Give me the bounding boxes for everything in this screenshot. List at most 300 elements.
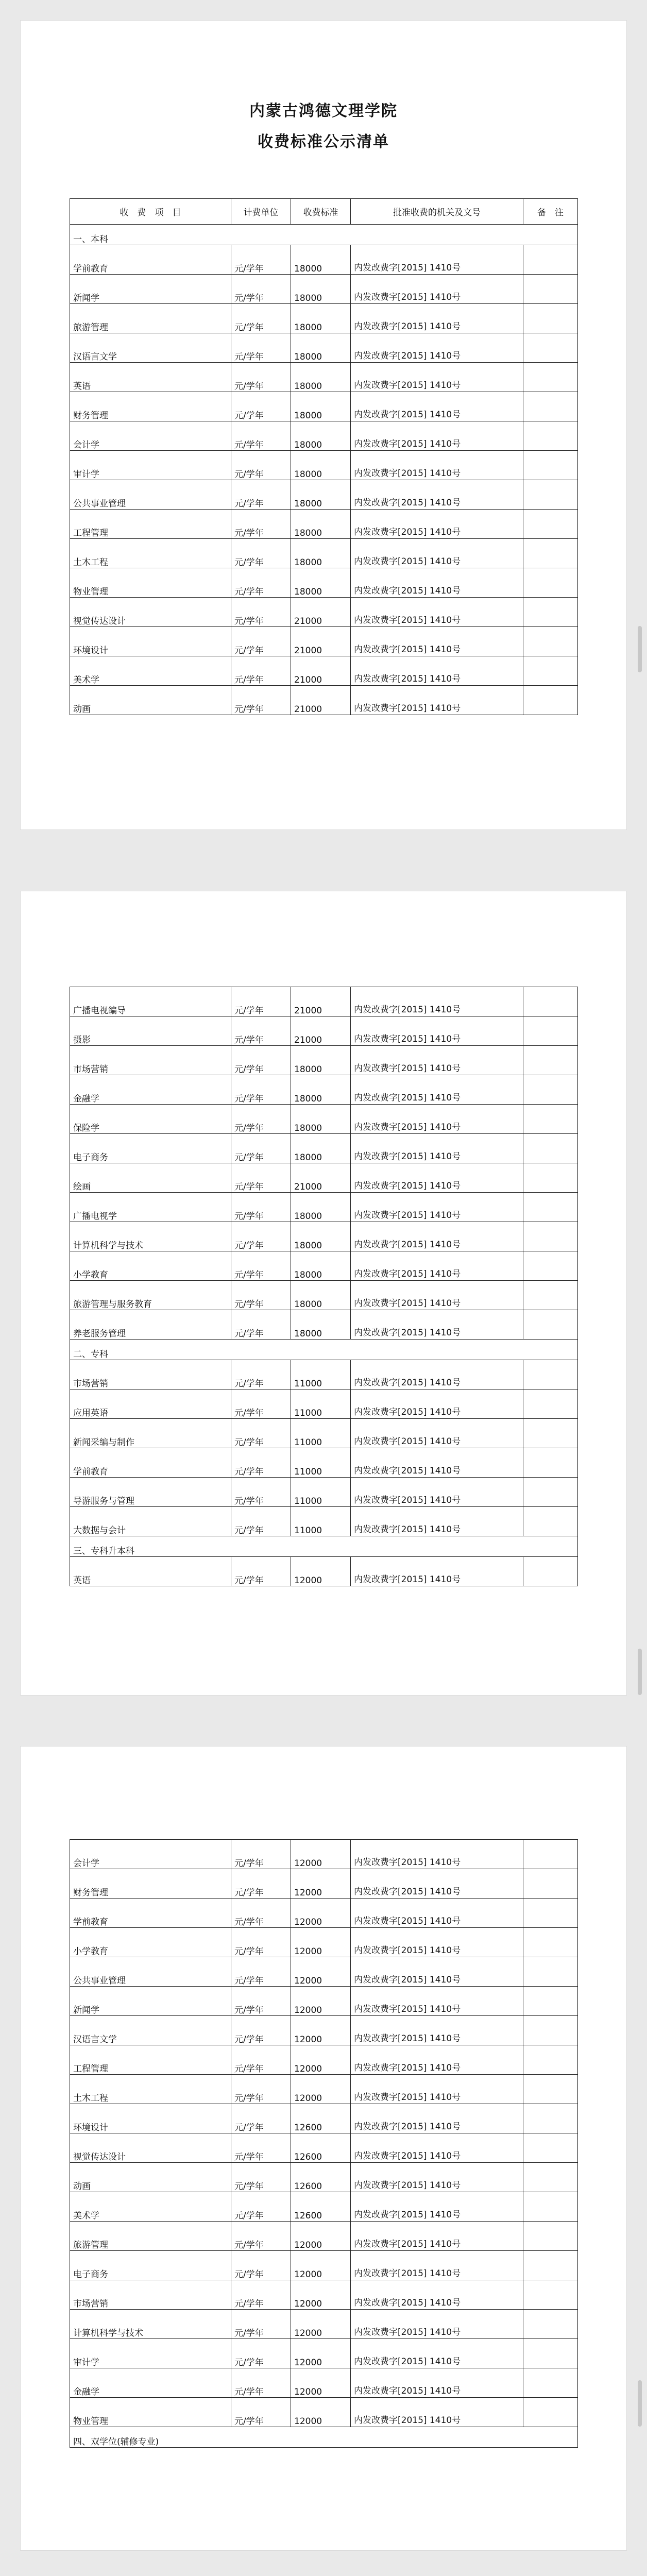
approval-doc-cell: 内发改费字[2015] 1410号: [351, 2251, 523, 2280]
unit-cell: 元/学年: [231, 2075, 291, 2104]
unit-cell: 元/学年: [231, 2104, 291, 2133]
item-name-cell: 审计学: [70, 2339, 231, 2368]
table-row: [70, 1105, 578, 1134]
item-name-cell: 保险学: [70, 1105, 231, 1134]
approval-doc-cell: 内发改费字[2015] 1410号: [351, 1105, 523, 1134]
item-name-cell: 导游服务与管理: [70, 1478, 231, 1507]
item-name-cell: 新闻采编与制作: [70, 1419, 231, 1448]
remark-cell: [523, 480, 578, 510]
remark-cell: [523, 392, 578, 421]
fee-cell: 12000: [291, 1869, 351, 1899]
table-row: [70, 275, 578, 304]
remark-cell: [523, 1419, 578, 1448]
remark-cell: [523, 510, 578, 539]
item-name-cell: 新闻学: [70, 275, 231, 304]
remark-cell: [523, 1957, 578, 1987]
unit-column-header: 计费单位: [231, 199, 291, 225]
remark-cell: [523, 568, 578, 598]
table-row: [70, 2075, 578, 2104]
item-name-cell: 物业管理: [70, 2398, 231, 2427]
approval-doc-cell: 内发改费字[2015] 1410号: [351, 1360, 523, 1389]
remark-cell: [523, 1134, 578, 1163]
approval-doc-cell: 内发改费字[2015] 1410号: [351, 304, 523, 333]
unit-cell: 元/学年: [231, 1075, 291, 1105]
remark-cell: [523, 1928, 578, 1957]
table-row: [70, 1478, 578, 1507]
unit-cell: 元/学年: [231, 1928, 291, 1957]
unit-cell: 元/学年: [231, 1507, 291, 1536]
fee-cell: 18000: [291, 1134, 351, 1163]
remark-cell: [523, 598, 578, 627]
item-name-cell: 工程管理: [70, 2045, 231, 2075]
remark-cell: [523, 1899, 578, 1928]
approval-doc-cell: 内发改费字[2015] 1410号: [351, 1075, 523, 1105]
item-name-cell: 学前教育: [70, 1899, 231, 1928]
approval-doc-cell: 内发改费字[2015] 1410号: [351, 1134, 523, 1163]
fee-cell: 18000: [291, 480, 351, 510]
fee-cell: 21000: [291, 598, 351, 627]
table-row: [70, 598, 578, 627]
fee-cell: 12000: [291, 1987, 351, 2016]
unit-cell: 元/学年: [231, 1046, 291, 1075]
fee-cell: 11000: [291, 1507, 351, 1536]
remark-cell: [523, 2133, 578, 2163]
unit-cell: 元/学年: [231, 2222, 291, 2251]
table-row: [70, 1134, 578, 1163]
fee-cell: 18000: [291, 1281, 351, 1310]
table-row: [70, 304, 578, 333]
fee-cell: 18000: [291, 392, 351, 421]
fee-cell: 21000: [291, 656, 351, 686]
table-row: [70, 2192, 578, 2222]
approval-doc-cell: 内发改费字[2015] 1410号: [351, 598, 523, 627]
remark-cell: [523, 451, 578, 480]
item-name-cell: 市场营销: [70, 1046, 231, 1075]
fee-cell: 11000: [291, 1478, 351, 1507]
fee-cell: 18000: [291, 304, 351, 333]
approval-doc-cell: 内发改费字[2015] 1410号: [351, 627, 523, 656]
approval-doc-cell: 内发改费字[2015] 1410号: [351, 1987, 523, 2016]
approval-doc-cell: 内发改费字[2015] 1410号: [351, 480, 523, 510]
fee-cell: 18000: [291, 1193, 351, 1222]
item-name-cell: 旅游管理与服务教育: [70, 1281, 231, 1310]
fee-table-page-2: [70, 987, 578, 1586]
document-page-2: [21, 891, 626, 1695]
item-name-cell: 计算机科学与技术: [70, 1222, 231, 1251]
fee-cell: 18000: [291, 1046, 351, 1075]
approval-doc-cell: 内发改费字[2015] 1410号: [351, 656, 523, 686]
item-name-cell: 学前教育: [70, 245, 231, 275]
item-name-cell: 金融学: [70, 2368, 231, 2398]
fee-cell: 18000: [291, 1105, 351, 1134]
remark-cell: [523, 1389, 578, 1419]
unit-cell: 元/学年: [231, 392, 291, 421]
item-name-cell: 物业管理: [70, 568, 231, 598]
fee-table-page-1: [70, 198, 578, 715]
approval-doc-cell: 内发改费字[2015] 1410号: [351, 1163, 523, 1193]
remark-cell: [523, 421, 578, 451]
approval-doc-cell: 内发改费字[2015] 1410号: [351, 987, 523, 1016]
remark-cell: [523, 363, 578, 392]
approval-doc-cell: 内发改费字[2015] 1410号: [351, 2104, 523, 2133]
approval-doc-cell: 内发改费字[2015] 1410号: [351, 2075, 523, 2104]
section-row: [70, 1340, 578, 1360]
section-row: [70, 1536, 578, 1557]
table-row: [70, 1016, 578, 1046]
item-name-cell: 电子商务: [70, 2251, 231, 2280]
table-row: [70, 2310, 578, 2339]
item-name-cell: 美术学: [70, 2192, 231, 2222]
fee-cell: 12000: [291, 2016, 351, 2045]
item-name-cell: 英语: [70, 1557, 231, 1586]
approval-doc-cell: 内发改费字[2015] 1410号: [351, 2339, 523, 2368]
table-row: [70, 2016, 578, 2045]
approval-doc-cell: 内发改费字[2015] 1410号: [351, 2280, 523, 2310]
approval-doc-cell: 内发改费字[2015] 1410号: [351, 392, 523, 421]
approval-doc-cell: 内发改费字[2015] 1410号: [351, 1507, 523, 1536]
remark-cell: [523, 2280, 578, 2310]
fee-cell: 12000: [291, 1557, 351, 1586]
item-name-cell: 新闻学: [70, 1987, 231, 2016]
item-name-cell: 绘画: [70, 1163, 231, 1193]
approval-doc-cell: 内发改费字[2015] 1410号: [351, 245, 523, 275]
unit-cell: 元/学年: [231, 1557, 291, 1586]
table-row: [70, 1899, 578, 1928]
remark-cell: [523, 1310, 578, 1340]
item-name-cell: 大数据与会计: [70, 1507, 231, 1536]
approval-doc-cell: 内发改费字[2015] 1410号: [351, 2133, 523, 2163]
remark-cell: [523, 2045, 578, 2075]
approval-doc-cell: 内发改费字[2015] 1410号: [351, 1957, 523, 1987]
table-row: [70, 568, 578, 598]
item-name-cell: 养老服务管理: [70, 1310, 231, 1340]
scrollbar-thumb[interactable]: [638, 2380, 642, 2427]
fee-cell: 11000: [291, 1389, 351, 1419]
unit-cell: 元/学年: [231, 1360, 291, 1389]
table-row: [70, 1507, 578, 1536]
table-row: [70, 539, 578, 568]
table-row: [70, 2368, 578, 2398]
table-row: [70, 363, 578, 392]
remark-cell: [523, 1507, 578, 1536]
remark-cell: [523, 1869, 578, 1899]
unit-cell: 元/学年: [231, 2016, 291, 2045]
section-label: 四、双学位(辅修专业): [70, 2427, 578, 2448]
fee-cell: 12000: [291, 2339, 351, 2368]
remark-cell: [523, 2163, 578, 2192]
approval-doc-cell: 内发改费字[2015] 1410号: [351, 1419, 523, 1448]
unit-cell: 元/学年: [231, 2339, 291, 2368]
approval-doc-cell: 内发改费字[2015] 1410号: [351, 1222, 523, 1251]
item-name-cell: 小学教育: [70, 1928, 231, 1957]
unit-cell: 元/学年: [231, 1016, 291, 1046]
table-row: [70, 1448, 578, 1478]
unit-cell: 元/学年: [231, 539, 291, 568]
unit-cell: 元/学年: [231, 1899, 291, 1928]
fee-cell: 12000: [291, 2222, 351, 2251]
remark-cell: [523, 1222, 578, 1251]
unit-cell: 元/学年: [231, 421, 291, 451]
approval-doc-cell: 内发改费字[2015] 1410号: [351, 2368, 523, 2398]
table-row: [70, 2251, 578, 2280]
approval-doc-cell: 内发改费字[2015] 1410号: [351, 2222, 523, 2251]
table-row: [70, 2104, 578, 2133]
unit-cell: 元/学年: [231, 1869, 291, 1899]
remark-cell: [523, 2251, 578, 2280]
approval-doc-cell: 内发改费字[2015] 1410号: [351, 333, 523, 363]
unit-cell: 元/学年: [231, 2280, 291, 2310]
remark-cell: [523, 275, 578, 304]
item-name-cell: 环境设计: [70, 627, 231, 656]
approval-doc-cell: 内发改费字[2015] 1410号: [351, 1840, 523, 1869]
unit-cell: 元/学年: [231, 1310, 291, 1340]
item-name-cell: 应用英语: [70, 1389, 231, 1419]
approval-doc-cell: 内发改费字[2015] 1410号: [351, 451, 523, 480]
unit-cell: 元/学年: [231, 363, 291, 392]
approval-doc-cell: 内发改费字[2015] 1410号: [351, 275, 523, 304]
fee-cell: 18000: [291, 510, 351, 539]
fee-cell: 18000: [291, 333, 351, 363]
section-label: 三、专科升本科: [70, 1536, 578, 1557]
approval-doc-cell: 内发改费字[2015] 1410号: [351, 568, 523, 598]
remark-cell: [523, 333, 578, 363]
section-row: [70, 225, 578, 245]
unit-cell: 元/学年: [231, 2251, 291, 2280]
remark-cell: [523, 1163, 578, 1193]
item-name-cell: 会计学: [70, 421, 231, 451]
table-row: [70, 510, 578, 539]
item-name-cell: 英语: [70, 363, 231, 392]
item-name-cell: 广播电视学: [70, 1193, 231, 1222]
item-name-cell: 财务管理: [70, 392, 231, 421]
fee-cell: 12600: [291, 2163, 351, 2192]
item-name-cell: 市场营销: [70, 2280, 231, 2310]
section-label: 一、本科: [70, 225, 578, 245]
unit-cell: 元/学年: [231, 1478, 291, 1507]
fee-cell: 12000: [291, 1840, 351, 1869]
unit-cell: 元/学年: [231, 2310, 291, 2339]
remark-cell: [523, 2398, 578, 2427]
fee-cell: 12600: [291, 2104, 351, 2133]
approval-doc-cell: 内发改费字[2015] 1410号: [351, 2163, 523, 2192]
remark-cell: [523, 656, 578, 686]
section-label: 二、专科: [70, 1340, 578, 1360]
remark-cell: [523, 2016, 578, 2045]
fee-cell: 21000: [291, 686, 351, 715]
item-name-cell: 学前教育: [70, 1448, 231, 1478]
remark-cell: [523, 2222, 578, 2251]
unit-cell: 元/学年: [231, 510, 291, 539]
table-row: [70, 1987, 578, 2016]
fee-cell: 12600: [291, 2192, 351, 2222]
fee-cell: 12000: [291, 2368, 351, 2398]
table-row: [70, 627, 578, 656]
item-name-cell: 会计学: [70, 1840, 231, 1869]
approval-doc-cell: 内发改费字[2015] 1410号: [351, 1016, 523, 1046]
fee-cell: 18000: [291, 245, 351, 275]
remark-cell: [523, 2075, 578, 2104]
remark-cell: [523, 987, 578, 1016]
remark-cell: [523, 1075, 578, 1105]
unit-cell: 元/学年: [231, 2368, 291, 2398]
table-row: [70, 1075, 578, 1105]
fee-cell: 12000: [291, 2310, 351, 2339]
table-row: [70, 1419, 578, 1448]
document-title: 内蒙古鸿德文理学院: [249, 102, 398, 120]
remark-cell: [523, 2339, 578, 2368]
table-row: [70, 2133, 578, 2163]
unit-cell: 元/学年: [231, 1389, 291, 1419]
table-row: [70, 2163, 578, 2192]
table-row: [70, 2222, 578, 2251]
table-row: [70, 1222, 578, 1251]
approval-doc-cell: 内发改费字[2015] 1410号: [351, 2045, 523, 2075]
document-page-1: [21, 21, 626, 829]
unit-cell: 元/学年: [231, 1448, 291, 1478]
item-name-cell: 美术学: [70, 656, 231, 686]
table-row: [70, 1310, 578, 1340]
unit-cell: 元/学年: [231, 1163, 291, 1193]
unit-cell: 元/学年: [231, 2133, 291, 2163]
item-name-cell: 审计学: [70, 451, 231, 480]
item-name-cell: 视觉传达设计: [70, 2133, 231, 2163]
unit-cell: 元/学年: [231, 1840, 291, 1869]
unit-cell: 元/学年: [231, 245, 291, 275]
remark-cell: [523, 1987, 578, 2016]
unit-cell: 元/学年: [231, 2192, 291, 2222]
table-row: [70, 1281, 578, 1310]
fee-cell: 12000: [291, 1957, 351, 1987]
approval-doc-cell: 内发改费字[2015] 1410号: [351, 1869, 523, 1899]
approval-doc-cell: 内发改费字[2015] 1410号: [351, 1251, 523, 1281]
remark-cell: [523, 1105, 578, 1134]
table-row: [70, 245, 578, 275]
approval-column-header: 批准收费的机关及文号: [351, 199, 523, 225]
remark-cell: [523, 1448, 578, 1478]
approval-doc-cell: 内发改费字[2015] 1410号: [351, 2398, 523, 2427]
table-row: [70, 421, 578, 451]
unit-cell: 元/学年: [231, 1957, 291, 1987]
unit-cell: 元/学年: [231, 2398, 291, 2427]
fee-cell: 18000: [291, 421, 351, 451]
item-name-cell: 旅游管理: [70, 2222, 231, 2251]
remark-cell: [523, 2310, 578, 2339]
approval-doc-cell: 内发改费字[2015] 1410号: [351, 1281, 523, 1310]
fee-cell: 18000: [291, 1310, 351, 1340]
remark-cell: [523, 1193, 578, 1222]
item-name-cell: 汉语言文学: [70, 2016, 231, 2045]
item-name-cell: 电子商务: [70, 1134, 231, 1163]
table-row: [70, 451, 578, 480]
table-row: [70, 1251, 578, 1281]
remark-cell: [523, 1046, 578, 1075]
item-name-cell: 计算机科学与技术: [70, 2310, 231, 2339]
unit-cell: 元/学年: [231, 656, 291, 686]
item-name-cell: 土木工程: [70, 539, 231, 568]
fee-cell: 12000: [291, 2045, 351, 2075]
remark-column-header: 备 注: [523, 199, 578, 225]
approval-doc-cell: 内发改费字[2015] 1410号: [351, 2192, 523, 2222]
unit-cell: 元/学年: [231, 451, 291, 480]
remark-cell: [523, 1557, 578, 1586]
table-row: [70, 1046, 578, 1075]
scrollbar-thumb[interactable]: [638, 1649, 642, 1695]
item-name-cell: 土木工程: [70, 2075, 231, 2104]
item-name-cell: 小学教育: [70, 1251, 231, 1281]
table-row: [70, 1957, 578, 1987]
fee-cell: 12000: [291, 2280, 351, 2310]
fee-cell: 18000: [291, 451, 351, 480]
remark-cell: [523, 1478, 578, 1507]
item-name-cell: 广播电视编导: [70, 987, 231, 1016]
table-row: [70, 1360, 578, 1389]
table-row: [70, 1928, 578, 1957]
table-row: [70, 2045, 578, 2075]
remark-cell: [523, 1360, 578, 1389]
table-row: [70, 1389, 578, 1419]
unit-cell: 元/学年: [231, 598, 291, 627]
fee-cell: 18000: [291, 1075, 351, 1105]
approval-doc-cell: 内发改费字[2015] 1410号: [351, 1193, 523, 1222]
item-name-cell: 财务管理: [70, 1869, 231, 1899]
document-page-3: [21, 1747, 626, 2550]
item-name-cell: 旅游管理: [70, 304, 231, 333]
approval-doc-cell: 内发改费字[2015] 1410号: [351, 1310, 523, 1340]
unit-cell: 元/学年: [231, 1251, 291, 1281]
unit-cell: 元/学年: [231, 1419, 291, 1448]
item-column-header: 收 费 项 目: [70, 199, 231, 225]
unit-cell: 元/学年: [231, 1987, 291, 2016]
remark-cell: [523, 627, 578, 656]
approval-doc-cell: 内发改费字[2015] 1410号: [351, 686, 523, 715]
scrollbar-thumb[interactable]: [638, 626, 642, 672]
table-row: [70, 392, 578, 421]
approval-doc-cell: 内发改费字[2015] 1410号: [351, 421, 523, 451]
approval-doc-cell: 内发改费字[2015] 1410号: [351, 1899, 523, 1928]
unit-cell: 元/学年: [231, 304, 291, 333]
unit-cell: 元/学年: [231, 1281, 291, 1310]
fee-cell: 18000: [291, 539, 351, 568]
table-row: [70, 1869, 578, 1899]
table-row: [70, 333, 578, 363]
approval-doc-cell: 内发改费字[2015] 1410号: [351, 1389, 523, 1419]
table-row: [70, 2398, 578, 2427]
table-row: [70, 2280, 578, 2310]
unit-cell: 元/学年: [231, 627, 291, 656]
table-row: [70, 2339, 578, 2368]
fee-cell: 18000: [291, 275, 351, 304]
unit-cell: 元/学年: [231, 333, 291, 363]
approval-doc-cell: 内发改费字[2015] 1410号: [351, 1448, 523, 1478]
table-row: [70, 1193, 578, 1222]
fee-cell: 12000: [291, 2075, 351, 2104]
approval-doc-cell: 内发改费字[2015] 1410号: [351, 539, 523, 568]
fee-cell: 11000: [291, 1360, 351, 1389]
fee-cell: 12000: [291, 1928, 351, 1957]
unit-cell: 元/学年: [231, 568, 291, 598]
fee-cell: 12000: [291, 2251, 351, 2280]
fee-cell: 21000: [291, 1016, 351, 1046]
table-row: [70, 480, 578, 510]
table-row: [70, 987, 578, 1016]
approval-doc-cell: 内发改费字[2015] 1410号: [351, 2310, 523, 2339]
approval-doc-cell: 内发改费字[2015] 1410号: [351, 1557, 523, 1586]
fee-cell: 11000: [291, 1448, 351, 1478]
approval-doc-cell: 内发改费字[2015] 1410号: [351, 2016, 523, 2045]
fee-table-page-3: [70, 1839, 578, 2448]
fee-cell: 11000: [291, 1419, 351, 1448]
remark-cell: [523, 245, 578, 275]
